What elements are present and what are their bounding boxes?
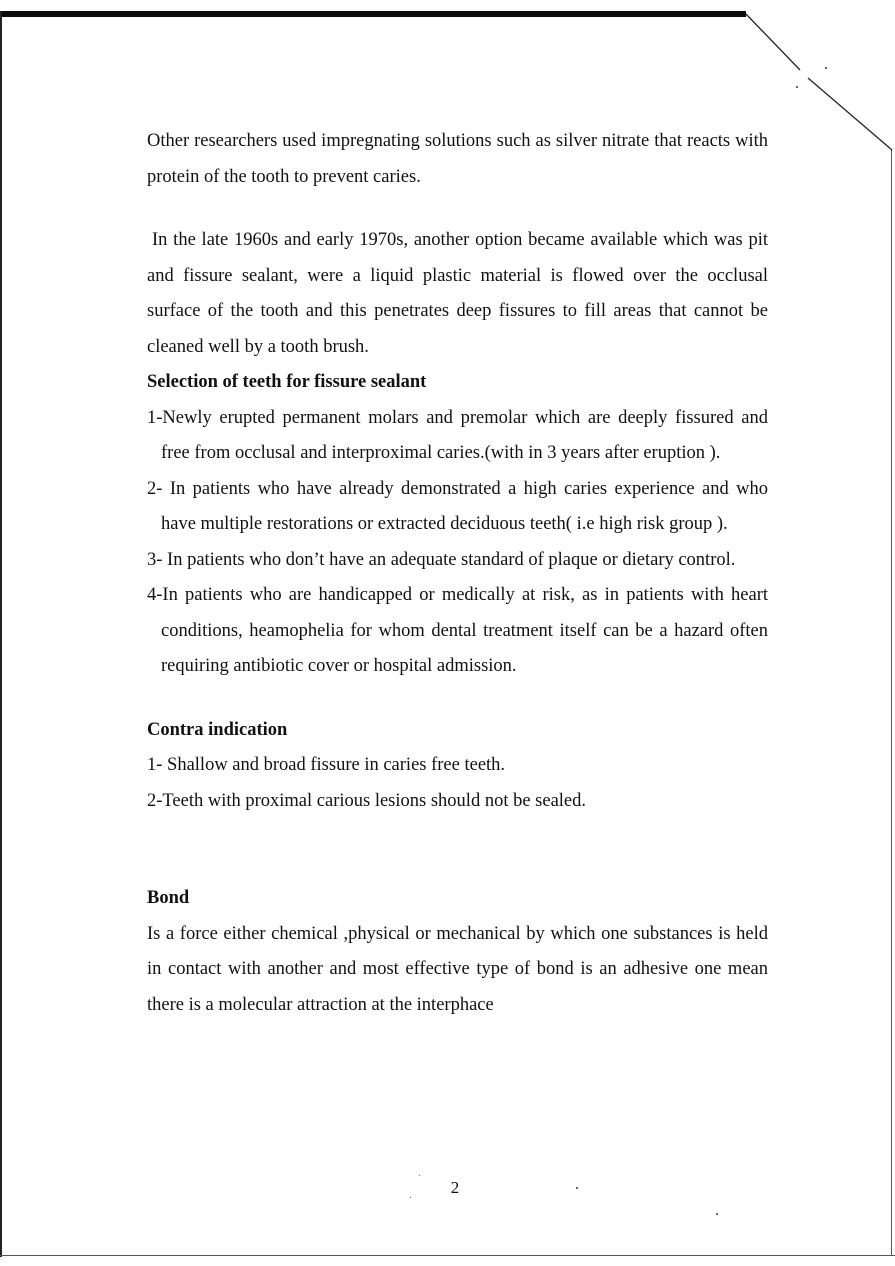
page-border-bottom [0, 1255, 895, 1256]
list-item: 4-In patients who are handicapped or medically at risk, as in patients with heart conditions, heamophelia for whom dental treatment itself can be a hazard often requiring antibiotic cover or hospital admission. [147, 585, 768, 676]
document-body [147, 124, 768, 1023]
scan-speck [716, 1213, 718, 1215]
section-gap [147, 819, 768, 881]
bond-heading: Bond [147, 888, 190, 908]
list-item: 2-Teeth with proximal carious lesions should not be sealed. [147, 790, 587, 811]
selection-heading: Selection of teeth for fissure sealant [147, 372, 427, 392]
scan-speck [796, 86, 798, 88]
selection-list [147, 401, 768, 685]
list-item: 2- In patients who have already demonstrated a high caries experience and who have multiple restorations or extracted deciduous teeth( i.e high risk group ). [147, 478, 768, 534]
intro-paragraph-1: Other researchers used impregnating solutions such as silver nitrate that reacts with protein of the tooth to prevent caries. [147, 131, 768, 187]
page-border-left [0, 11, 2, 1257]
list-item: 3- In patients who don’t have an adequate standard of plaque or dietary control. [147, 549, 736, 570]
page-border-right [891, 150, 892, 1256]
contra-indication-heading: Contra indication [147, 719, 288, 740]
bond-paragraph: Is a force either chemical ,physical or mechanical by which one substances is held in contact with another and most effective type of bond is an adhesive one mean there is a molecular attraction at the interphace [147, 923, 768, 1015]
scan-speck [419, 1175, 420, 1176]
list-item: 1-Newly erupted permanent molars and premolar which are deeply fissured and free from occlusal and interproximal caries.(with in 3 years after eruption ). [147, 407, 768, 463]
list-item: 1- Shallow and broad fissure in caries free teeth. [147, 755, 506, 775]
page-number: 2 [450, 1178, 460, 1197]
contra-indication-list [147, 748, 768, 819]
intro-paragraph-2: In the late 1960s and early 1970s, another option became available which was pit and fissure sealant, were a liquid plastic material is flowed over the occlusal surface of the tooth and this penetrates deep fissures to fill areas that cannot be cleaned well by a tooth brush. [147, 230, 768, 357]
scan-speck [825, 67, 827, 69]
page-border-top [0, 11, 746, 17]
section-gap [147, 685, 768, 713]
